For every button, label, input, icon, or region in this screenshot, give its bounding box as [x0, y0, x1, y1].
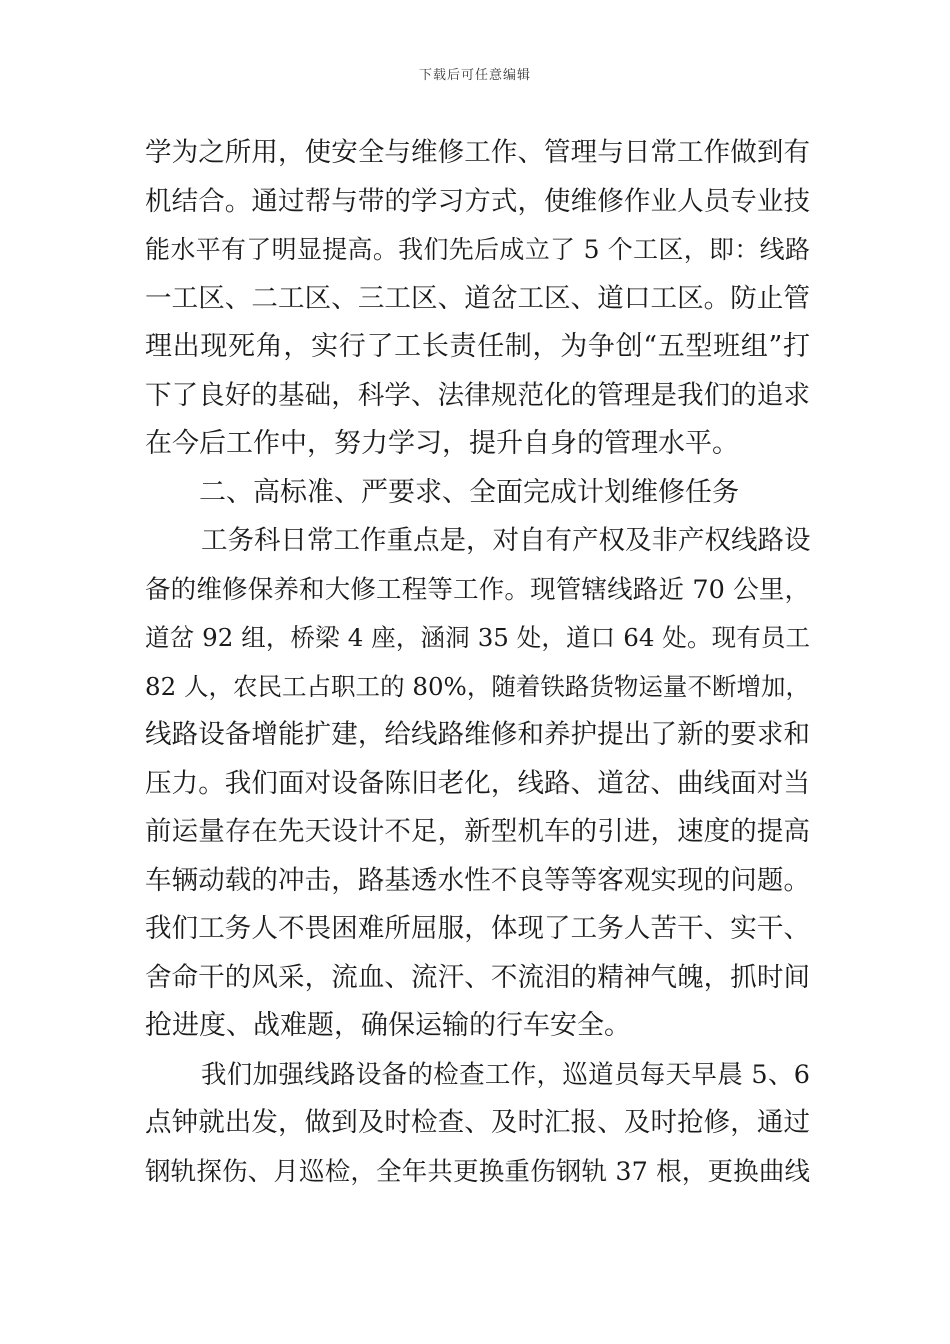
document-body	[145, 129, 810, 1196]
text-line: 点钟就出发，做到及时检查、及时汇报、及时抢修，通过	[145, 1107, 810, 1138]
text-line: 学为之所用，使安全与维修工作、管理与日常工作做到有	[145, 137, 810, 168]
text-line: 备的维修保养和大修工程等工作。现管辖线路近 70 公里，	[145, 574, 810, 605]
text-line: 我们工务人不畏困难所屈服，体现了工务人苦干、实干、	[145, 913, 810, 944]
text-line: 一工区、二工区、三工区、道岔工区、道口工区。防止管	[145, 282, 810, 314]
text-line: 下了良好的基础，科学、法律规范化的管理是我们的追求	[145, 379, 810, 411]
text-line: 机结合。通过帮与带的学习方式，使维修作业人员专业技	[145, 185, 810, 217]
text-line: 舍命干的风采，流血、流汗、不流泪的精神气魄，抓时间	[145, 961, 810, 993]
text-line: 理出现死角，实行了工长责任制，为争创“五型班组”打	[145, 331, 810, 362]
text-line: 工务科日常工作重点是，对自有产权及非产权线路设	[201, 525, 811, 556]
text-line: 道岔 92 组，桥梁 4 座，涵洞 35 处，道口 64 处。现有员工	[145, 623, 810, 652]
text-line: 钢轨探伤、月巡检，全年共更换重伤钢轨 37 根，更换曲线	[145, 1156, 810, 1187]
text-line: 在今后工作中，努力学习，提升自身的管理水平。	[145, 428, 739, 459]
text-line: 车辆动载的冲击，路基透水性不良等等客观实现的问题。	[145, 864, 810, 896]
text-line: 我们加强线路设备的检查工作，巡道员每天早晨 5、6	[201, 1059, 810, 1090]
text-line: 抢进度、战难题，确保运输的行车安全。	[145, 1010, 631, 1041]
text-line: 82 人，农民工占职工的 80%，随着铁路货物运量不断增加，	[145, 671, 810, 701]
text-line: 能水平有了明显提高。我们先后成立了 5 个工区，即：线路	[145, 235, 810, 264]
text-line: 线路设备增能扩建，给线路维修和养护提出了新的要求和	[145, 719, 810, 750]
section-heading: 二、高标准、严要求、全面完成计划维修任务	[199, 476, 739, 508]
text-line: 前运量存在先天设计不足，新型机车的引进，速度的提高	[145, 816, 810, 847]
text-line: 压力。我们面对设备陈旧老化，线路、道岔、曲线面对当	[145, 767, 810, 799]
page-header: 下载后可任意编辑	[418, 68, 531, 83]
